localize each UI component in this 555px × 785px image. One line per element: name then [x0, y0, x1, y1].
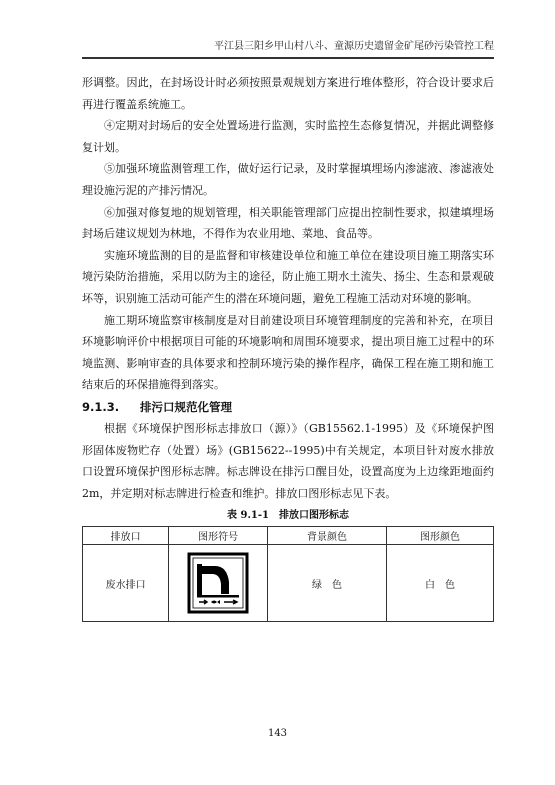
table-row [83, 545, 494, 622]
page-number: 143 [267, 728, 288, 739]
table-header-row [83, 527, 494, 545]
header-fg-color: 图形颜色 [387, 527, 494, 545]
section-heading [82, 396, 494, 418]
paragraph-item-5: ⑤加强环境监测管理工作，做好运行记录，及时掌握填埋场内渗滤液、渗滤液处理设施污泥的产排污情况。 [82, 162, 494, 197]
paragraph-audit-system: 施工期环境监察审核制度是对目前建设项目环境管理制度的完善和补充，在项目环境影响评价中根据项目可能的环境影响和周围环境要求，提出项目施工过程中的环境监测、影响审查的具体要求和控制环境污染的操作程序，确保工程在施工期和施工结束后的环保措施得到落实。 [82, 313, 494, 392]
cell-outlet: 废水排口 [83, 545, 169, 622]
header-symbol: 图形符号 [169, 527, 268, 545]
header-outlet: 排放口 [83, 527, 169, 545]
outlet-sign-table [82, 526, 494, 622]
section-title: 排污口规范化管理 [140, 399, 232, 414]
cell-fg-color: 白 色 [387, 545, 494, 622]
paragraph-item-6: ⑥加强对修复地的规划管理，相关职能管理部门应提出控制性要求，拟建填埋场封场后建议规划为林地，不得作为农业用地、菜地、食品等。 [82, 205, 494, 241]
paragraph-continuation: 形调整。因此，在封场设计时必须按照景观规划方案进行堆体整形，符合设计要求后再进行覆盖系统施工。 [82, 76, 494, 111]
paragraph-monitoring-purpose: 实施环境监测的目的是监督和审核建设单位和施工单位在建设项目施工期落实环境污染防治措施，采用以防为主的途径，防止施工期水土流失、扬尘、生态和景观破坏等，识别施工活动可能产生的潜在环境问题，避免工程施工活动对环境的影响。 [82, 248, 494, 305]
header-rule [82, 57, 494, 59]
cell-bg-color: 绿 色 [267, 545, 386, 622]
paragraph-item-4: ④定期对封场后的安全处置场进行监测，实时监控生态修复情况，并据此调整修复计划。 [82, 119, 494, 154]
wastewater-outlet-sign-icon [187, 552, 249, 614]
paragraph-outlet-standard: 根据《环境保护图形标志排放口（源）》（GB15562.1-1995）及《环境保护图形固体废物贮存（处置）场》(GB15622--1995)中有关规定，本项目针对废水排放口设置环境保护图形标志牌。标志牌设在排污口醒目处，设置高度为上边缘距地面约 2m，并定期对标志牌进行检查和维护。排放口图形标志见下表。 [82, 421, 494, 500]
header-bg-color: 背景颜色 [267, 527, 386, 545]
cell-symbol [169, 545, 268, 622]
table-caption: 表 9.1-1 排放口图形标志 [227, 510, 349, 522]
running-header: 平江县三阳乡甲山村八斗、童源历史遗留金矿尾砂污染管控工程 [214, 41, 494, 52]
document-body [82, 72, 494, 622]
section-number: 9.1.3. [82, 399, 120, 414]
